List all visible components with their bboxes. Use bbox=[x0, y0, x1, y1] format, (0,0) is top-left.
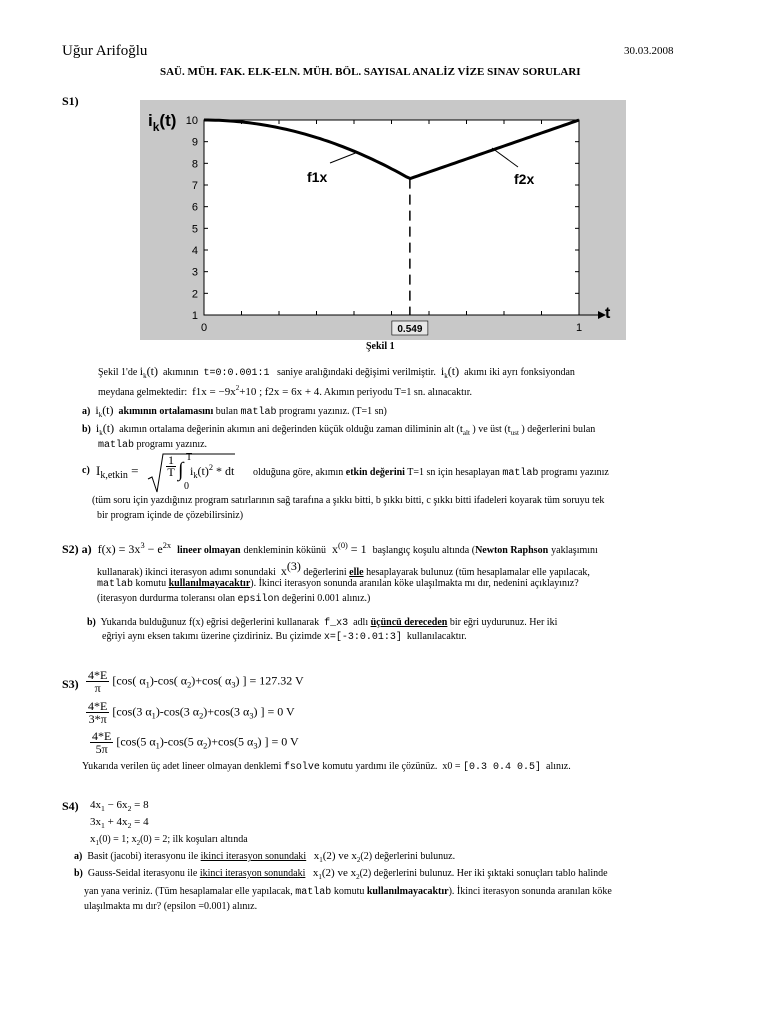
question-3-label: S3) bbox=[62, 677, 79, 691]
y-axis-label: $i_k(t)$ bbox=[148, 111, 177, 134]
s3-instruction: Yukarıda verilen üç adet lineer olmayan denklemi fsolve komutu yardımı ile çözünüz. x0 = [0.3 0.4 0.5] alınız. bbox=[82, 761, 571, 773]
plot-area bbox=[204, 120, 579, 315]
question-2-part-b-line-2: eğriyi aynı eksen takımı üzerine çizdiriniz. Bu çizimde x=[-3:0.01:3] kullanılacaktır. bbox=[102, 631, 467, 643]
integrand: $i_k(t)^2$ * dt bbox=[190, 463, 235, 480]
y-tick-label: 3 bbox=[191, 266, 198, 279]
exam-date: 30.03.2008 bbox=[624, 45, 674, 57]
y-tick-label: 7 bbox=[191, 180, 198, 192]
s1-line-2: meydana gelmektedir: $f1x = -9x^2+10$ ; f2x = 6x + 4. Akımın periyodu T=1 sn. alınacaktır. bbox=[98, 384, 472, 398]
y-tick-label: 9 bbox=[191, 136, 198, 149]
s1-line-1: Şekil 1'de $i_k(t)$ akımının t=0:0.001:1 saniye aralığındaki değişimi verilmiştir. $i_k(t)$ akımı iki ayrı fonksiyondan bbox=[98, 364, 575, 380]
x-tick-label: 1 bbox=[575, 322, 583, 334]
s3-equation-3: $\frac{4*E}{5\pi}$ [cos(5 $\alpha_1)-\cos(5$ $\alpha_2)+\cos(5$ $\alpha_3$) ] = 0 V bbox=[92, 729, 299, 756]
f1x-annotation: f1x bbox=[307, 169, 328, 185]
s4-equation-1: $4x_1 - 6x_2 = 8$ bbox=[90, 799, 149, 813]
marker-value-label: 0.549 bbox=[397, 324, 423, 335]
question-4-label: S4) bbox=[62, 799, 79, 813]
s1-part-b-cont: matlab programı yazınız. bbox=[98, 439, 208, 451]
one-over-T: 1 T bbox=[167, 453, 175, 479]
question-2-line-2: kullanarak) ikinci iterasyon adımı sonundaki $x^{(3)}$ değerlerini elle hesaplayarak bulunuz (tüm hesaplamalar elle yapılacak, bbox=[97, 559, 590, 578]
s4-equation-2: $3x_1 + 4x_2 = 4$ bbox=[90, 816, 149, 830]
question-1-label: S1) bbox=[62, 94, 79, 108]
y-tick-label: 5 bbox=[191, 223, 198, 236]
figure-1-caption: Şekil 1 bbox=[366, 341, 395, 352]
integral-lower-limit: 0 bbox=[184, 481, 189, 492]
s1-note-line-1: (tüm soru için yazdığınız program satırlarının sağ tarafına a şıkkı bitti, b şıkkı bitti, c şıkkı bitti ifadeleri koyarak tüm soruyu tek bbox=[92, 495, 605, 506]
s3-equation-2: $\frac{4*E}{3*\pi}$ [cos(3 $\alpha_1)-\cos(3$ $\alpha_2)+\cos(3$ $\alpha_3$) ] = 0 V bbox=[88, 699, 295, 726]
author-name: Uğur Arifoğlu bbox=[62, 43, 148, 59]
question-2-part-b-line-1: b) Yukarıda bulduğunuz f(x) eğrisi değerlerini kullanarak f_x3 adlı üçüncü dereceden bir eğri uydurunuz. Her iki bbox=[87, 617, 558, 629]
f2x-annotation: f2x bbox=[514, 171, 535, 187]
y-tick-label: 10 bbox=[185, 115, 198, 127]
s1-part-a: a) $i_k(t)$ akımının ortalamasını bulan matlab programı yazınız. (T=1 sn) bbox=[82, 403, 387, 419]
integral-sign: ∫ bbox=[178, 459, 184, 481]
s3-equation-1: $\frac{4*E}{\pi}$ [cos( $\alpha_1)-\cos$( $\alpha_2)+\cos$( $\alpha_3$) ] = 127.32 V bbox=[88, 668, 304, 695]
question-2-line-4: (iterasyon durdurma toleransı olan epsilon değerini 0.001 alınız.) bbox=[97, 593, 371, 605]
s4-part-b-line-1: b) Gauss-Seidal iterasyonu ile ikinci iterasyon sonundaki $x_1(2)$ ve $x_2(2)$ değerlerini bulunuz. Her iki şıktaki sonuçları tablo halinde bbox=[74, 867, 608, 881]
s1-note-line-2: bir program içinde de çözebilirsiniz) bbox=[97, 510, 244, 521]
rms-formula-lhs: $I_{k,etkin}$ = bbox=[96, 463, 139, 481]
y-tick-label: 2 bbox=[191, 288, 198, 301]
figure-1-chart bbox=[140, 100, 626, 340]
s4-part-b-line-2: yan yana veriniz. (Tüm hesaplamalar elle yapılacak, matlab komutu kullanılmayacaktır). İkinci iterasyon sonunda aranılan köke bbox=[84, 886, 612, 898]
question-2-line-3: matlab komutu kullanılmayacaktır). İkinci iterasyon sonunda aranılan köke ulaşılmakta mı dır, nedenini açıklayınız? bbox=[97, 578, 579, 590]
y-tick-label: 6 bbox=[191, 201, 198, 214]
y-tick-label: 8 bbox=[191, 158, 198, 171]
y-tick-label: 4 bbox=[191, 245, 198, 257]
question-2-line-1: S2) a) $f(x) = 3x^3 - e^{2x}$ lineer olmayan denkleminin kökünü $x^{(0)} = 1$ başlangıç koşulu altında (Newton Raphson yaklaşımını bbox=[62, 541, 598, 556]
y-tick-label: 1 bbox=[191, 310, 198, 322]
s4-part-a: a) Basit (jacobi) iterasyonu ile ikinci iterasyon sonundaki $x_1(2)$ ve $x_2(2)$ değerlerini bulunuz. bbox=[74, 850, 456, 864]
s1-part-c-text: olduğuna göre, akımın etkin değerini T=1 sn için hesaplayan matlab programı yazınız bbox=[253, 467, 609, 479]
integral-upper-limit: T bbox=[186, 452, 193, 463]
x-tick-label: 0 bbox=[200, 322, 208, 334]
s1-part-b: b) $i_k(t)$ akımın ortalama değerinin akımın ani değerinden küçük olduğu zaman diliminin alt ($t_{alt}$ ) ve üst ($t_{ust}$ ) değerlerini bulan bbox=[82, 421, 596, 437]
s4-initial-conditions: $x_1(0) = 1$; $x_2(0) = 2$; ilk koşuları altında bbox=[90, 833, 248, 847]
s4-part-b-line-3: ulaşılmakta mı dır? (epsilon =0.001) alınız. bbox=[84, 901, 258, 912]
s1-part-c-label: c) bbox=[82, 465, 90, 476]
exam-title: SAÜ. MÜH. FAK. ELK-ELN. MÜH. BÖL. SAYISAL ANALİZ VİZE SINAV SORULARI bbox=[160, 66, 581, 78]
x-axis-label: t bbox=[605, 305, 611, 322]
